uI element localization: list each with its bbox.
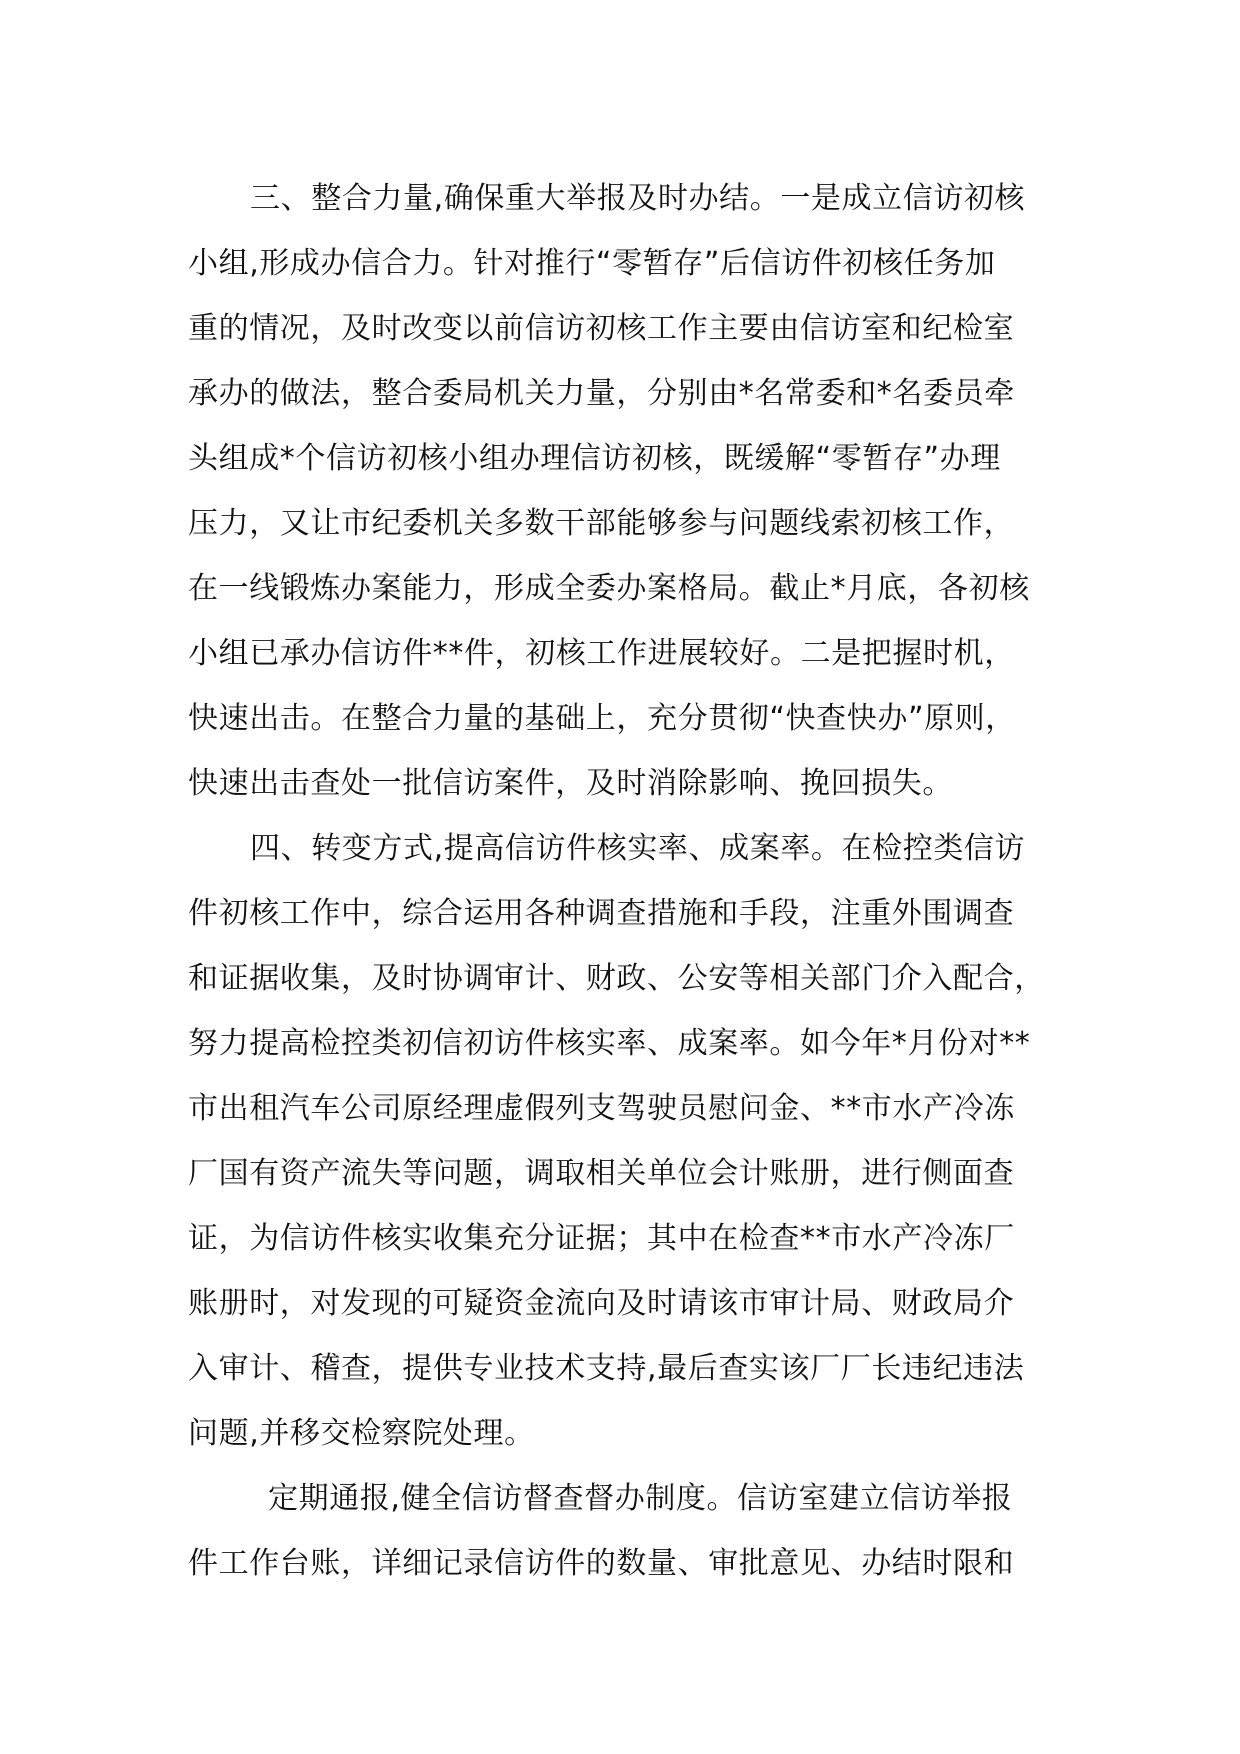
text-line: 压力，又让市纪委机关多数干部能够参与问题线索初核工作， (188, 506, 1015, 541)
paragraph-regular-briefing (188, 1466, 1078, 1596)
text-line: 头组成*个信访初核小组办理信访初核，既缓解“零暂存”办理 (188, 441, 1001, 476)
text-line: 承办的做法，整合委局机关力量，分别由*名常委和*名委员牵 (188, 376, 1015, 411)
text-line: 件初核工作中，综合运用各种调查措施和手段，注重外围调查 (188, 896, 1015, 931)
paragraph-change-methods (188, 816, 1078, 1466)
text-line: 问题,并移交检察院处理。 (188, 1416, 535, 1451)
text-line: 定期通报,健全信访督查督办制度。信访室建立信访举报 (268, 1481, 1013, 1516)
text-line: 小组已承办信访件**件，初核工作进展较好。二是把握时机， (188, 636, 1015, 671)
text-line: 证，为信访件核实收集充分证据；其中在检查**市水产冷冻厂 (188, 1221, 1015, 1256)
text-line: 厂国有资产流失等问题，调取相关单位会计账册，进行侧面查 (188, 1156, 1015, 1191)
text-line: 三、整合力量,确保重大举报及时办结。一是成立信访初核 (250, 181, 1026, 216)
text-line: 快速出击。在整合力量的基础上，充分贯彻“快查快办”原则， (188, 701, 1016, 736)
text-line: 重的情况，及时改变以前信访初核工作主要由信访室和纪检室 (188, 311, 1015, 346)
text-line: 账册时，对发现的可疑资金流向及时请该市审计局、财政局介 (188, 1286, 1015, 1321)
text-line: 快速出击查处一批信访案件，及时消除影响、挽回损失。 (188, 766, 953, 801)
text-line: 小组,形成办信合力。针对推行“零暂存”后信访件初核任务加 (188, 246, 996, 281)
text-line: 入审计、稽查，提供专业技术支持,最后查实该厂厂长违纪违法 (188, 1351, 1025, 1386)
text-line: 在一线锻炼办案能力，形成全委办案格局。截止*月底，各初核 (188, 571, 1030, 606)
text-line: 和证据收集，及时协调审计、财政、公安等相关部门介入配合， (188, 961, 1045, 996)
paragraph-integrate-forces (188, 166, 1078, 816)
text-line: 件工作台账，详细记录信访件的数量、审批意见、办结时限和 (188, 1546, 1015, 1581)
text-line: 市出租汽车公司原经理虚假列支驾驶员慰问金、**市水产冷冻 (188, 1091, 1015, 1126)
text-line: 努力提高检控类初信初访件核实率、成案率。如今年*月份对** (188, 1026, 1031, 1061)
text-line: 四、转变方式,提高信访件核实率、成案率。在检控类信访 (250, 831, 1026, 866)
